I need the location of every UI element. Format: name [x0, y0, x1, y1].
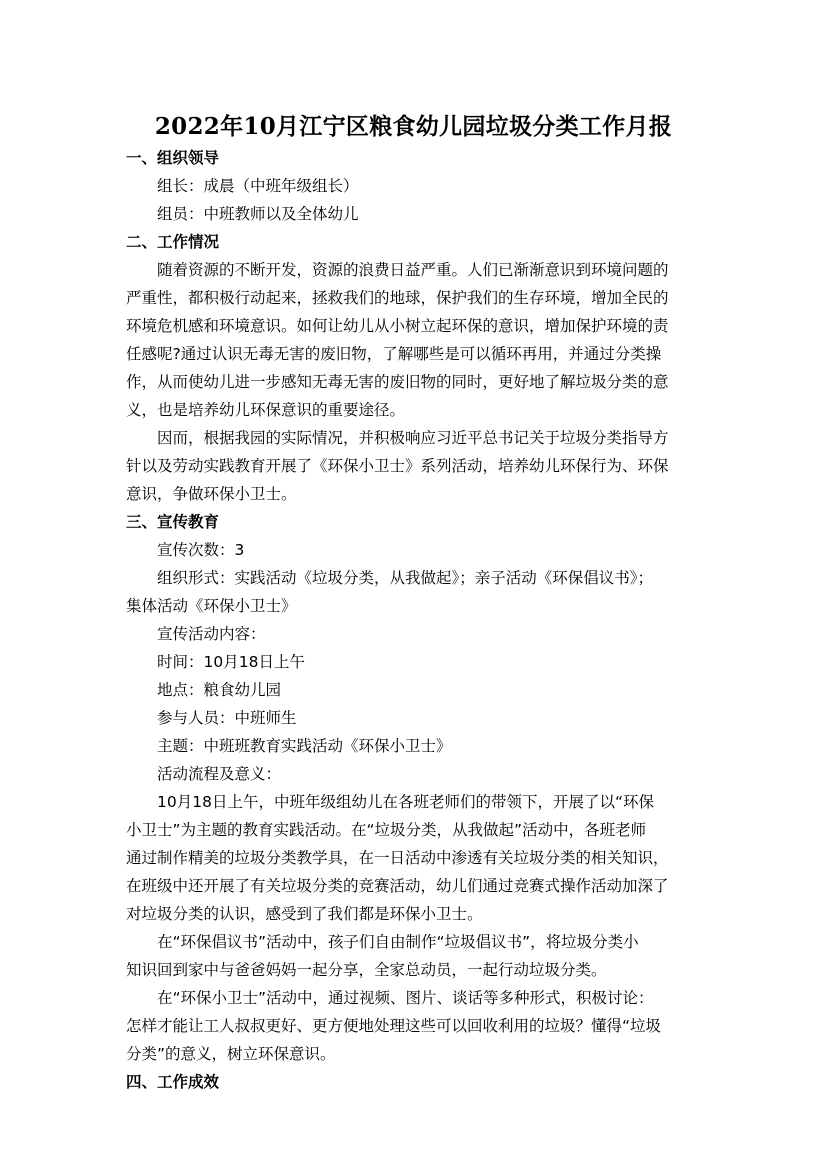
publicity-count: 宣传次数：3	[157, 541, 245, 559]
paragraph-line: 针以及劳动实践教育开展了《环保小卫士》系列活动，培养幼儿环保行为、环保	[126, 457, 669, 475]
paragraph-line: 小卫士”为主题的教育实践活动。在“垃圾分类，从我做起”活动中，各班老师	[126, 821, 647, 839]
paragraph-line: 随着资源的不断开发，资源的浪费日益严重。人们已渐渐意识到环境问题的	[157, 261, 669, 279]
members-line: 组员：中班教师以及全体幼儿	[157, 205, 359, 223]
process-label: 活动流程及意义：	[157, 765, 282, 783]
paragraph-line: 环境危机感和环境意识。如何让幼儿从小树立起环保的意识，增加保护环境的责	[126, 317, 669, 335]
activity-theme: 主题：中班班教育实践活动《环保小卫士》	[157, 737, 452, 755]
organization-form-cont: 集体活动《环保小卫士》	[126, 597, 297, 615]
paragraph-line: 因而，根据我园的实际情况，并积极响应习近平总书记关于垃圾分类指导方	[157, 429, 669, 447]
section-heading-work: 二、工作情况	[126, 233, 220, 251]
activity-place: 地点：粮食幼儿园	[157, 681, 282, 699]
paragraph-line: 对垃圾分类的认识，感受到了我们都是环保小卫士。	[126, 905, 483, 923]
leader-line: 组长：成晨（中班年级组长）	[157, 177, 359, 195]
section-heading-results: 四、工作成效	[126, 1073, 220, 1091]
paragraph-line: 在“环保倡议书”活动中，孩子们自由制作“垃圾倡议书”，将垃圾分类小	[157, 933, 639, 951]
paragraph-line: 义，也是培养幼儿环保意识的重要途径。	[126, 401, 406, 419]
activity-time: 时间：10月18日上午	[157, 653, 305, 671]
section-heading-publicity: 三、宣传教育	[126, 513, 220, 531]
section-heading-organization: 一、组织领导	[126, 149, 220, 167]
organization-form: 组织形式：实践活动《垃圾分类，从我做起》；亲子活动《环保倡议书》；	[157, 569, 654, 587]
paragraph-line: 在“环保小卫士”活动中，通过视频、图片、谈话等多种形式，积极讨论：	[157, 989, 654, 1007]
paragraph-line: 严重性，都积极行动起来，拯救我们的地球，保护我们的生存环境，增加全民的	[126, 289, 669, 307]
paragraph-line: 作，从而使幼儿进一步感知无毒无害的废旧物的同时，更好地了解垃圾分类的意	[126, 373, 669, 391]
paragraph-line: 怎样才能让工人叔叔更好、更方便地处理这些可以回收利用的垃圾？懂得“垃圾	[126, 1017, 662, 1035]
activity-participants: 参与人员：中班师生	[157, 709, 297, 727]
page-title: 2022年10月江宁区粮食幼儿园垃圾分类工作月报	[154, 113, 673, 140]
paragraph-line: 意识，争做环保小卫士。	[126, 485, 297, 503]
paragraph-line: 通过制作精美的垃圾分类教学具，在一日活动中渗透有关垃圾分类的相关知识，	[126, 849, 669, 867]
paragraph-line: 知识回到家中与爸爸妈妈一起分享，全家总动员，一起行动垃圾分类。	[126, 961, 607, 979]
paragraph-line: 在班级中还开展了有关垃圾分类的竞赛活动，幼儿们通过竞赛式操作活动加深了	[126, 877, 669, 895]
content-label: 宣传活动内容：	[157, 625, 266, 643]
paragraph-line: 任感呢?通过认识无毒无害的废旧物，了解哪些是可以循环再用，并通过分类操	[126, 345, 662, 363]
paragraph-line: 分类”的意义，树立环保意识。	[126, 1045, 336, 1063]
paragraph-line: 10月18日上午，中班年级组幼儿在各班老师们的带领下，开展了以“环保	[157, 793, 654, 811]
